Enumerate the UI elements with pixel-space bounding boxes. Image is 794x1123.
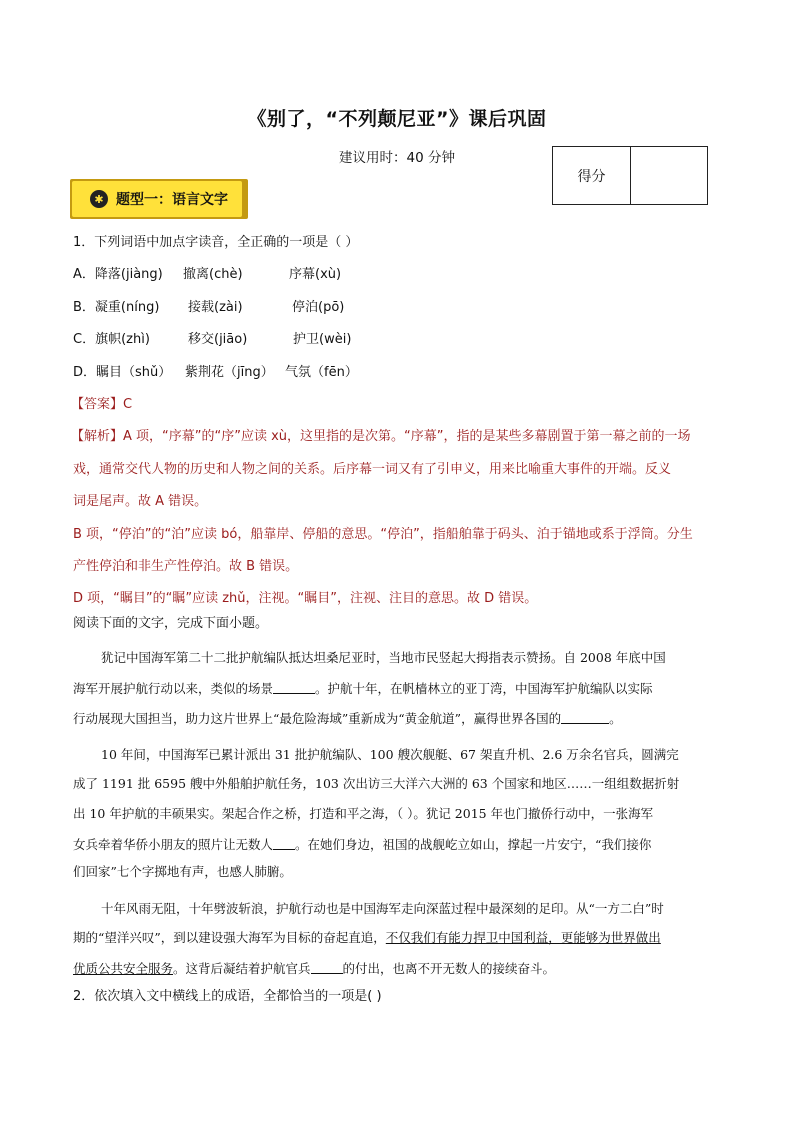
underlined-sentence: 不仅我们有能力捍卫中国利益，更能够为世界做出 — [385, 930, 661, 945]
fill-blank-1[interactable] — [273, 681, 315, 694]
page-title: 《别了，“不列颠尼亚”》课后巩固 — [247, 108, 547, 130]
score-label: 得分 — [553, 147, 631, 204]
q1-analysis-line: 词是尾声。故 A 错误。 — [73, 494, 208, 509]
q2-stem: 2．依次填入文中横线上的成语，全都恰当的一项是( ) — [73, 989, 382, 1004]
passage-line: 十年风雨无阻，十年劈波斩浪，护航行动也是中国海军走向深蓝过程中最深刻的足印。从“一方二白”时 — [101, 901, 664, 916]
fill-blank-4[interactable] — [311, 961, 343, 974]
passage-line: 们回家”七个字掷地有声，也感人肺腑。 — [73, 864, 292, 879]
q1-option-d: D．瞩目（shǔ） 紫荆花（jīng） 气氛（fēn） — [73, 365, 358, 380]
q1-option-b: B．凝重(níng) 接载(zài) 停泊(pō) — [73, 300, 345, 315]
score-box — [552, 146, 708, 205]
passage-line: 海军开展护航行动以来，类似的场景 。护航十年，在帆樯林立的亚丁湾，中国海军护航编队以实际 — [73, 681, 653, 696]
q1-option-a: A．降落(jiàng) 撤离(chè) 序幕(xù) — [73, 267, 342, 282]
q1-analysis-line: 戏，通常交代人物的历史和人物之间的关系。后序幕一词又有了引申义，用来比喻重大事件的开端。反义 — [73, 462, 672, 477]
passage-line: 成了 1191 批 6595 艘中外船舶护航任务，103 次出访三大洋六大洲的 63 个国家和地区……一组组数据折射 — [73, 776, 680, 791]
q1-option-c: C．旗帜(zhì) 移交(jiāo) 护卫(wèi) — [73, 332, 352, 347]
score-value-cell — [631, 147, 707, 204]
underlined-sentence: 优质公共安全服务 — [73, 961, 174, 976]
suggested-time: 建议用时：40 分钟 — [339, 150, 455, 166]
q1-analysis-line: 产性停泊和非生产性停泊。故 B 错误。 — [73, 559, 299, 574]
section-tag-label: 题型一：语言文字 — [116, 192, 228, 208]
section-tag-body — [72, 181, 242, 217]
section-tag — [70, 179, 255, 224]
q1-analysis-line: B 项，“停泊”的“泊”应读 bó，船靠岸、停船的意思。“停泊”，指船舶靠于码头、泊于锚地或系于浮筒。分生 — [73, 527, 693, 542]
q1-analysis-line: D 项，“瞩目”的“瞩”应读 zhǔ，注视。“瞩目”，注视、注目的意思。故 D 错误。 — [73, 591, 538, 606]
passage-line: 优质公共安全服务。这背后凝结着护航官兵 的付出，也离不开无数人的接续奋斗。 — [73, 961, 556, 976]
q1-stem: 1．下列词语中加点字读音，全正确的一项是（ ） — [73, 235, 359, 250]
passage-line: 期的“望洋兴叹”，到以建设强大海军为目标的奋起直追，不仅我们有能力捍卫中国利益，更能够为世界做出 — [73, 930, 661, 945]
fill-blank-3[interactable] — [273, 837, 295, 850]
brain-icon: ✱ — [90, 190, 108, 208]
passage-line: 犹记中国海军第二十二批护航编队抵达坦桑尼亚时，当地市民竖起大拇指表示赞扬。自 2008 年底中国 — [101, 650, 666, 665]
passage-line: 10 年间，中国海军已累计派出 31 批护航编队、100 艘次舰艇、67 架直升机、2.6 万余名官兵，圆满完 — [101, 747, 679, 762]
passage-line: 女兵牵着华侨小朋友的照片让无数人 。在她们身边，祖国的战舰屹立如山，撑起一片安宁，“我们接你 — [73, 837, 652, 852]
reading-intro: 阅读下面的文字，完成下面小题。 — [73, 616, 269, 631]
q1-analysis-line: 【解析】A 项，“序幕”的“序”应读 xù，这里指的是次第。“序幕”，指的是某些多幕剧置于第一幕之前的一场 — [71, 429, 691, 444]
q1-answer: 【答案】C — [71, 397, 133, 412]
passage-line: 出 10 年护航的丰硕果实。架起合作之桥，打造和平之海，（ ）。犹记 2015 年也门撤侨行动中，一张海军 — [73, 806, 654, 821]
fill-blank-2[interactable] — [561, 711, 609, 724]
passage-line: 行动展现大国担当，助力这片世界上“最危险海域”重新成为“黄金航道”，赢得世界各国的 。 — [73, 711, 622, 726]
